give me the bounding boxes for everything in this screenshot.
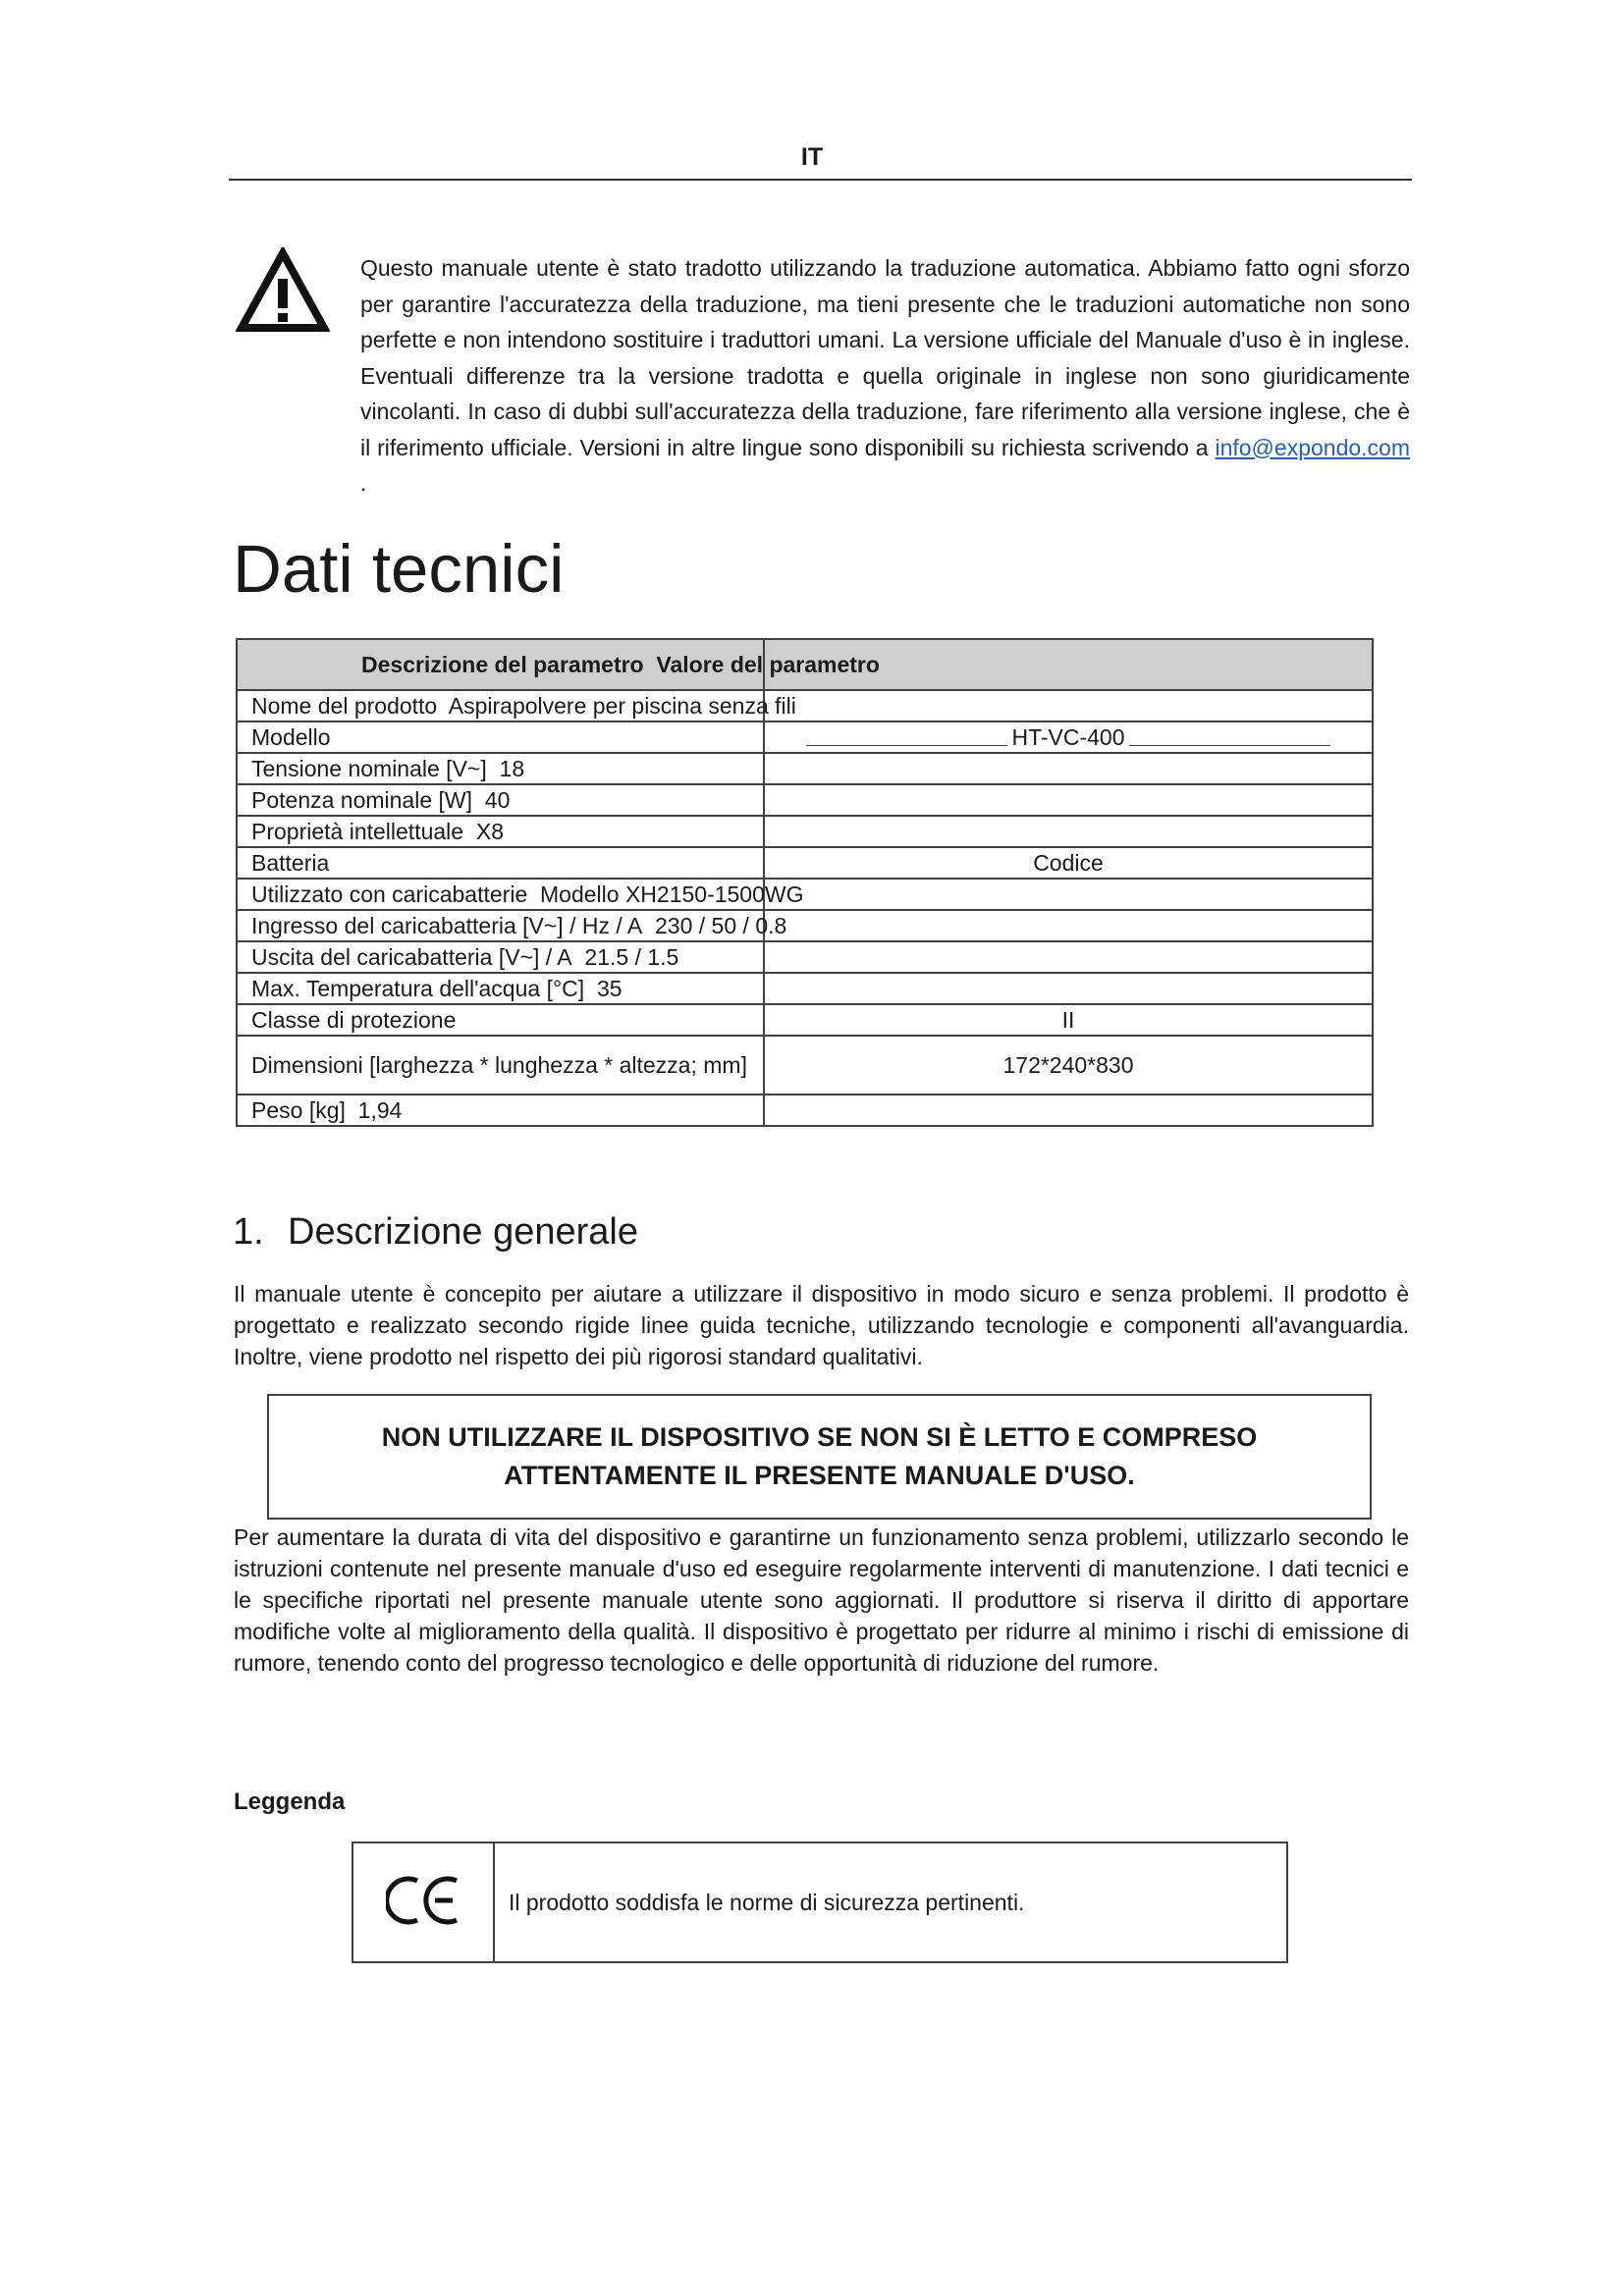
table-header-cell	[237, 639, 880, 690]
label-charger: Utilizzato con caricabatterie	[251, 881, 528, 907]
row-value	[764, 721, 1373, 753]
table-row	[237, 1095, 1373, 1126]
table-row	[237, 941, 1373, 973]
header-divider	[229, 179, 1412, 181]
value-rated-power: 40	[484, 787, 511, 813]
value-battery: Codice	[764, 847, 1373, 879]
label-charger-output: Uscita del caricabatteria [V~] / A	[251, 944, 572, 970]
table-row	[237, 847, 1373, 879]
table-row	[237, 910, 1373, 941]
row-value	[764, 941, 1373, 973]
warning-triangle-icon	[236, 247, 330, 334]
value-underline	[1129, 731, 1330, 746]
legend-table	[352, 1842, 1288, 1963]
row-value	[764, 973, 1373, 1004]
legend-row	[352, 1842, 1287, 1962]
label-dimensions: Dimensioni [larghezza * lunghezza * altezza; mm]	[237, 1036, 764, 1095]
maintenance-paragraph: Per aumentare la durata di vita del dispositivo e garantirne un funzionamento senza problemi, utilizzarlo secondo le istruzioni contenute nel presente manuale d'uso ed eseguire regolarmente interventi di manutenzione. I dati tecnici e le specifiche riportati nel presente manuale utente sono aggiornati. Il produttore si riserva il diritto di apportare modifiche volte al miglioramento della qualità. Il dispositivo è progettato per ridurre al minimo i rischi di emissione di rumore, tenendo conto del progresso tecnologico e delle opportunità di riduzione del rumore.	[234, 1524, 1409, 1676]
label-protection-class: Classe di protezione	[237, 1004, 764, 1036]
table-row	[237, 816, 1373, 847]
row-value	[764, 879, 1373, 910]
value-charger: Modello XH2150-1500WG	[540, 881, 804, 907]
legend-text-ce: Il prodotto soddisfa le norme di sicurezza pertinenti.	[494, 1842, 1287, 1962]
value-dimensions: 172*240*830	[764, 1036, 1373, 1095]
row-label	[237, 910, 787, 941]
label-battery: Batteria	[237, 847, 764, 879]
row-value	[764, 910, 1373, 941]
table-row	[237, 690, 1373, 721]
read-manual-notice: NON UTILIZZARE IL DISPOSITIVO SE NON SI È LETTO E COMPRESO ATTENTAMENTE IL PRESENTE MANUALE D'USO.	[267, 1394, 1372, 1520]
row-value	[764, 784, 1373, 816]
label-weight: Peso [kg]	[251, 1097, 346, 1123]
value-ip-rating: X8	[475, 819, 504, 844]
table-row	[237, 973, 1373, 1004]
legend-title: Leggenda	[234, 1789, 346, 1815]
technical-data-table	[236, 638, 1374, 1127]
row-label	[237, 941, 764, 973]
page-language-label: IT	[800, 143, 824, 171]
label-rated-voltage: Tensione nominale [V~]	[251, 756, 487, 781]
value-rated-voltage: 18	[499, 756, 525, 781]
value-protection-class: II	[764, 1004, 1373, 1036]
value-weight: 1,94	[357, 1097, 403, 1123]
row-value	[764, 816, 1373, 847]
label-water-temp: Max. Temperatura dell'acqua [°C]	[251, 976, 585, 1001]
legend-symbol-cell	[352, 1842, 494, 1962]
value-charger-input: 230 / 50 / 0.8	[655, 913, 787, 938]
row-value	[764, 690, 1373, 721]
row-label	[237, 973, 764, 1004]
table-row	[237, 753, 1373, 784]
label-ip-rating: Proprietà intellettuale	[251, 819, 464, 844]
disclaimer-end: .	[360, 470, 367, 496]
disclaimer-text: Questo manuale utente è stato tradotto utilizzando la traduzione automatica. Abbiamo fatto ogni sforzo per garantire l'accuratezza della traduzione, ma tieni presente che le traduzioni automatiche non sono perfette e non intendono sostituire i traduttori umani. La versione ufficiale del Manuale d'uso è in inglese. Eventuali differenze tra la versione tradotta e quella originale in inglese non sono giuridicamente vincolanti. In caso di dubbi sull'accuratezza della traduzione, fare riferimento alla versione inglese, che è il riferimento ufficiale. Versioni in altre lingue sono disponibili su richiesta scrivendo a	[360, 255, 1410, 460]
value-water-temp: 35	[596, 976, 623, 1001]
row-label	[237, 784, 764, 816]
label-charger-input: Ingresso del caricabatteria [V~] / Hz / A	[251, 913, 643, 938]
section-number: 1.	[233, 1211, 264, 1253]
table-row	[237, 784, 1373, 816]
row-label	[237, 879, 804, 910]
table-row	[237, 721, 1373, 753]
row-label	[237, 753, 764, 784]
value-model: HT-VC-400	[1011, 724, 1125, 750]
support-email-link[interactable]: info@expondo.com	[1215, 434, 1410, 460]
section-title-general-description	[233, 1209, 638, 1255]
label-product-name: Nome del prodotto	[251, 693, 438, 719]
header-col-value: Valore del parametro	[656, 652, 880, 677]
row-value	[764, 1095, 1373, 1126]
value-underline	[806, 731, 1007, 746]
table-row	[237, 879, 1373, 910]
row-value	[764, 753, 1373, 784]
section-title-technical-data: Dati tecnici	[233, 531, 565, 607]
table-row	[237, 1036, 1373, 1095]
table-header-row	[237, 639, 1373, 690]
table-row	[237, 1004, 1373, 1036]
row-label	[237, 816, 764, 847]
translation-disclaimer	[360, 250, 1410, 502]
value-charger-output: 21.5 / 1.5	[584, 944, 679, 970]
value-product-name: Aspirapolvere per piscina senza fili	[448, 693, 796, 719]
label-model: Modello	[237, 721, 764, 753]
row-label	[237, 690, 796, 721]
label-rated-power: Potenza nominale [W]	[251, 787, 473, 813]
row-label	[237, 1095, 764, 1126]
section-heading-text: Descrizione generale	[288, 1211, 638, 1253]
header-col-parameter: Descrizione del parametro	[361, 652, 644, 677]
ce-mark-icon	[386, 1915, 460, 1932]
intro-paragraph: Il manuale utente è concepito per aiutare a utilizzare il dispositivo in modo sicuro e senza problemi. Il prodotto è progettato e realizzato secondo rigide linee guida tecniche, utilizzando tecnologie e componenti all'avanguardia. Inoltre, viene prodotto nel rispetto dei più rigorosi standard qualitativi.	[234, 1281, 1409, 1369]
